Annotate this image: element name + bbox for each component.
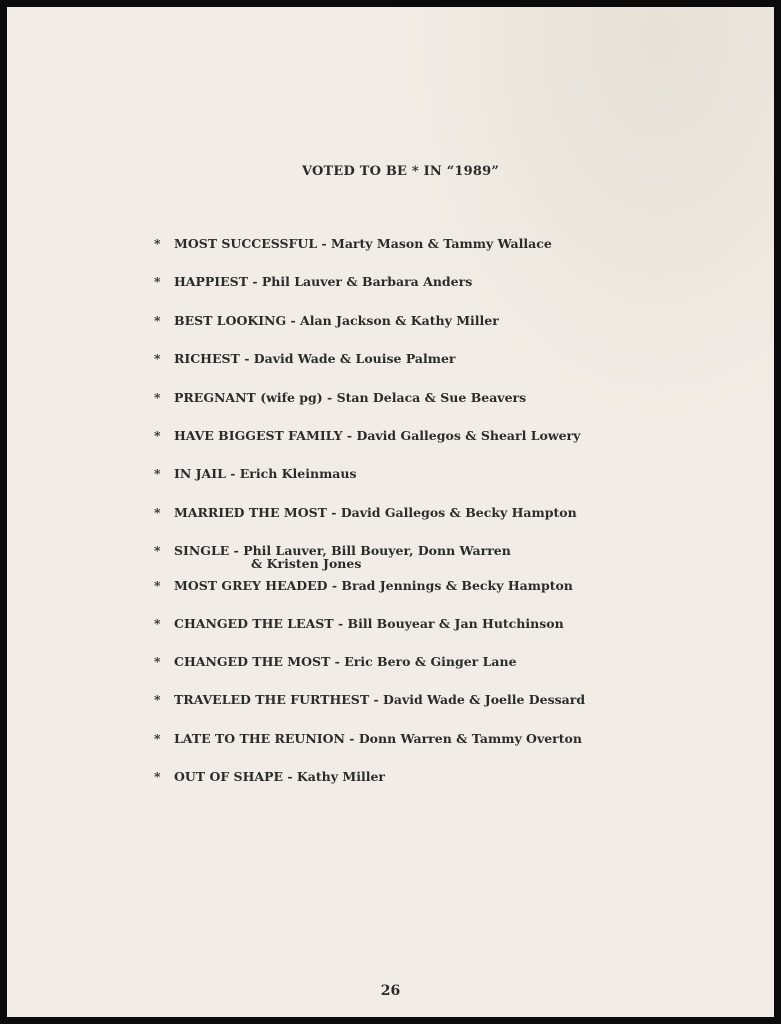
bullet-star: *	[154, 769, 161, 784]
bullet-star: *	[154, 616, 161, 631]
award-category: HAPPIEST -	[174, 274, 262, 289]
bullet-star: *	[154, 428, 161, 443]
award-names: Alan Jackson & Kathy Miller	[300, 313, 499, 328]
award-names: David Gallegos & Becky Hampton	[340, 505, 577, 520]
award-category: BEST LOOKING -	[174, 313, 301, 328]
award-category: MOST SUCCESSFUL -	[174, 236, 331, 251]
award-names: Stan Delaca & Sue Beavers	[336, 390, 527, 405]
document-page	[7, 7, 774, 1017]
bullet-star: *	[154, 466, 161, 481]
award-item-pregnant	[154, 391, 674, 404]
award-names: Bill Bouyear & Jan Hutchinson	[347, 616, 564, 631]
award-category: PREGNANT (wife pg) -	[174, 390, 337, 405]
award-category: HAVE BIGGEST FAMILY -	[174, 428, 357, 443]
award-item-most-successful	[154, 237, 674, 250]
award-item-late-to-reunion	[154, 732, 674, 745]
award-names: David Gallegos & Shearl Lowery	[356, 428, 581, 443]
award-item-changed-the-most	[154, 655, 674, 668]
award-category: CHANGED THE MOST -	[174, 654, 345, 669]
award-names: Donn Warren & Tammy Overton	[358, 731, 582, 746]
award-item-changed-the-least	[154, 617, 674, 630]
award-category: CHANGED THE LEAST -	[174, 616, 348, 631]
bullet-star: *	[154, 654, 161, 669]
award-item-in-jail	[154, 467, 674, 480]
page-title: VOTED TO BE * IN “1989”	[301, 164, 500, 179]
award-names: David Wade & Louise Palmer	[253, 351, 456, 366]
award-item-out-of-shape	[154, 770, 674, 783]
award-category: RICHEST -	[174, 351, 254, 366]
award-item-single	[154, 544, 674, 570]
bullet-star: *	[154, 351, 161, 366]
award-category: SINGLE -	[174, 543, 244, 558]
award-item-biggest-family	[154, 429, 674, 442]
bullet-star: *	[154, 692, 161, 707]
bullet-star: *	[154, 390, 161, 405]
bullet-star: *	[154, 731, 161, 746]
award-names: Brad Jennings & Becky Hampton	[341, 578, 573, 593]
award-names: David Wade & Joelle Dessard	[383, 692, 586, 707]
page-number: 26	[380, 983, 401, 999]
award-item-traveled-the-furthest	[154, 693, 674, 706]
award-item-most-grey-headed	[154, 579, 674, 592]
award-category: TRAVELED THE FURTHEST -	[174, 692, 384, 707]
award-item-richest	[154, 352, 674, 365]
award-item-married-the-most	[154, 506, 674, 519]
bullet-star: *	[154, 236, 161, 251]
bullet-star: *	[154, 543, 161, 558]
award-category: MARRIED THE MOST -	[174, 505, 341, 520]
bullet-star: *	[154, 313, 161, 328]
bullet-star: *	[154, 578, 161, 593]
bullet-star: *	[154, 274, 161, 289]
award-names: Phil Lauver, Bill Bouyer, Donn Warren	[243, 543, 511, 558]
award-category: IN JAIL -	[174, 466, 240, 481]
award-names: Kathy Miller	[296, 769, 385, 784]
award-names-continued: & Kristen Jones	[251, 556, 362, 571]
award-names: Marty Mason & Tammy Wallace	[331, 236, 552, 251]
award-names: Erich Kleinmaus	[239, 466, 357, 481]
bullet-star: *	[154, 505, 161, 520]
award-names: Eric Bero & Ginger Lane	[344, 654, 517, 669]
award-category: MOST GREY HEADED -	[174, 578, 342, 593]
award-item-best-looking	[154, 314, 674, 327]
award-names: Phil Lauver & Barbara Anders	[261, 274, 473, 289]
award-item-happiest	[154, 275, 674, 288]
award-category: OUT OF SHAPE -	[174, 769, 297, 784]
award-category: LATE TO THE REUNION -	[174, 731, 359, 746]
